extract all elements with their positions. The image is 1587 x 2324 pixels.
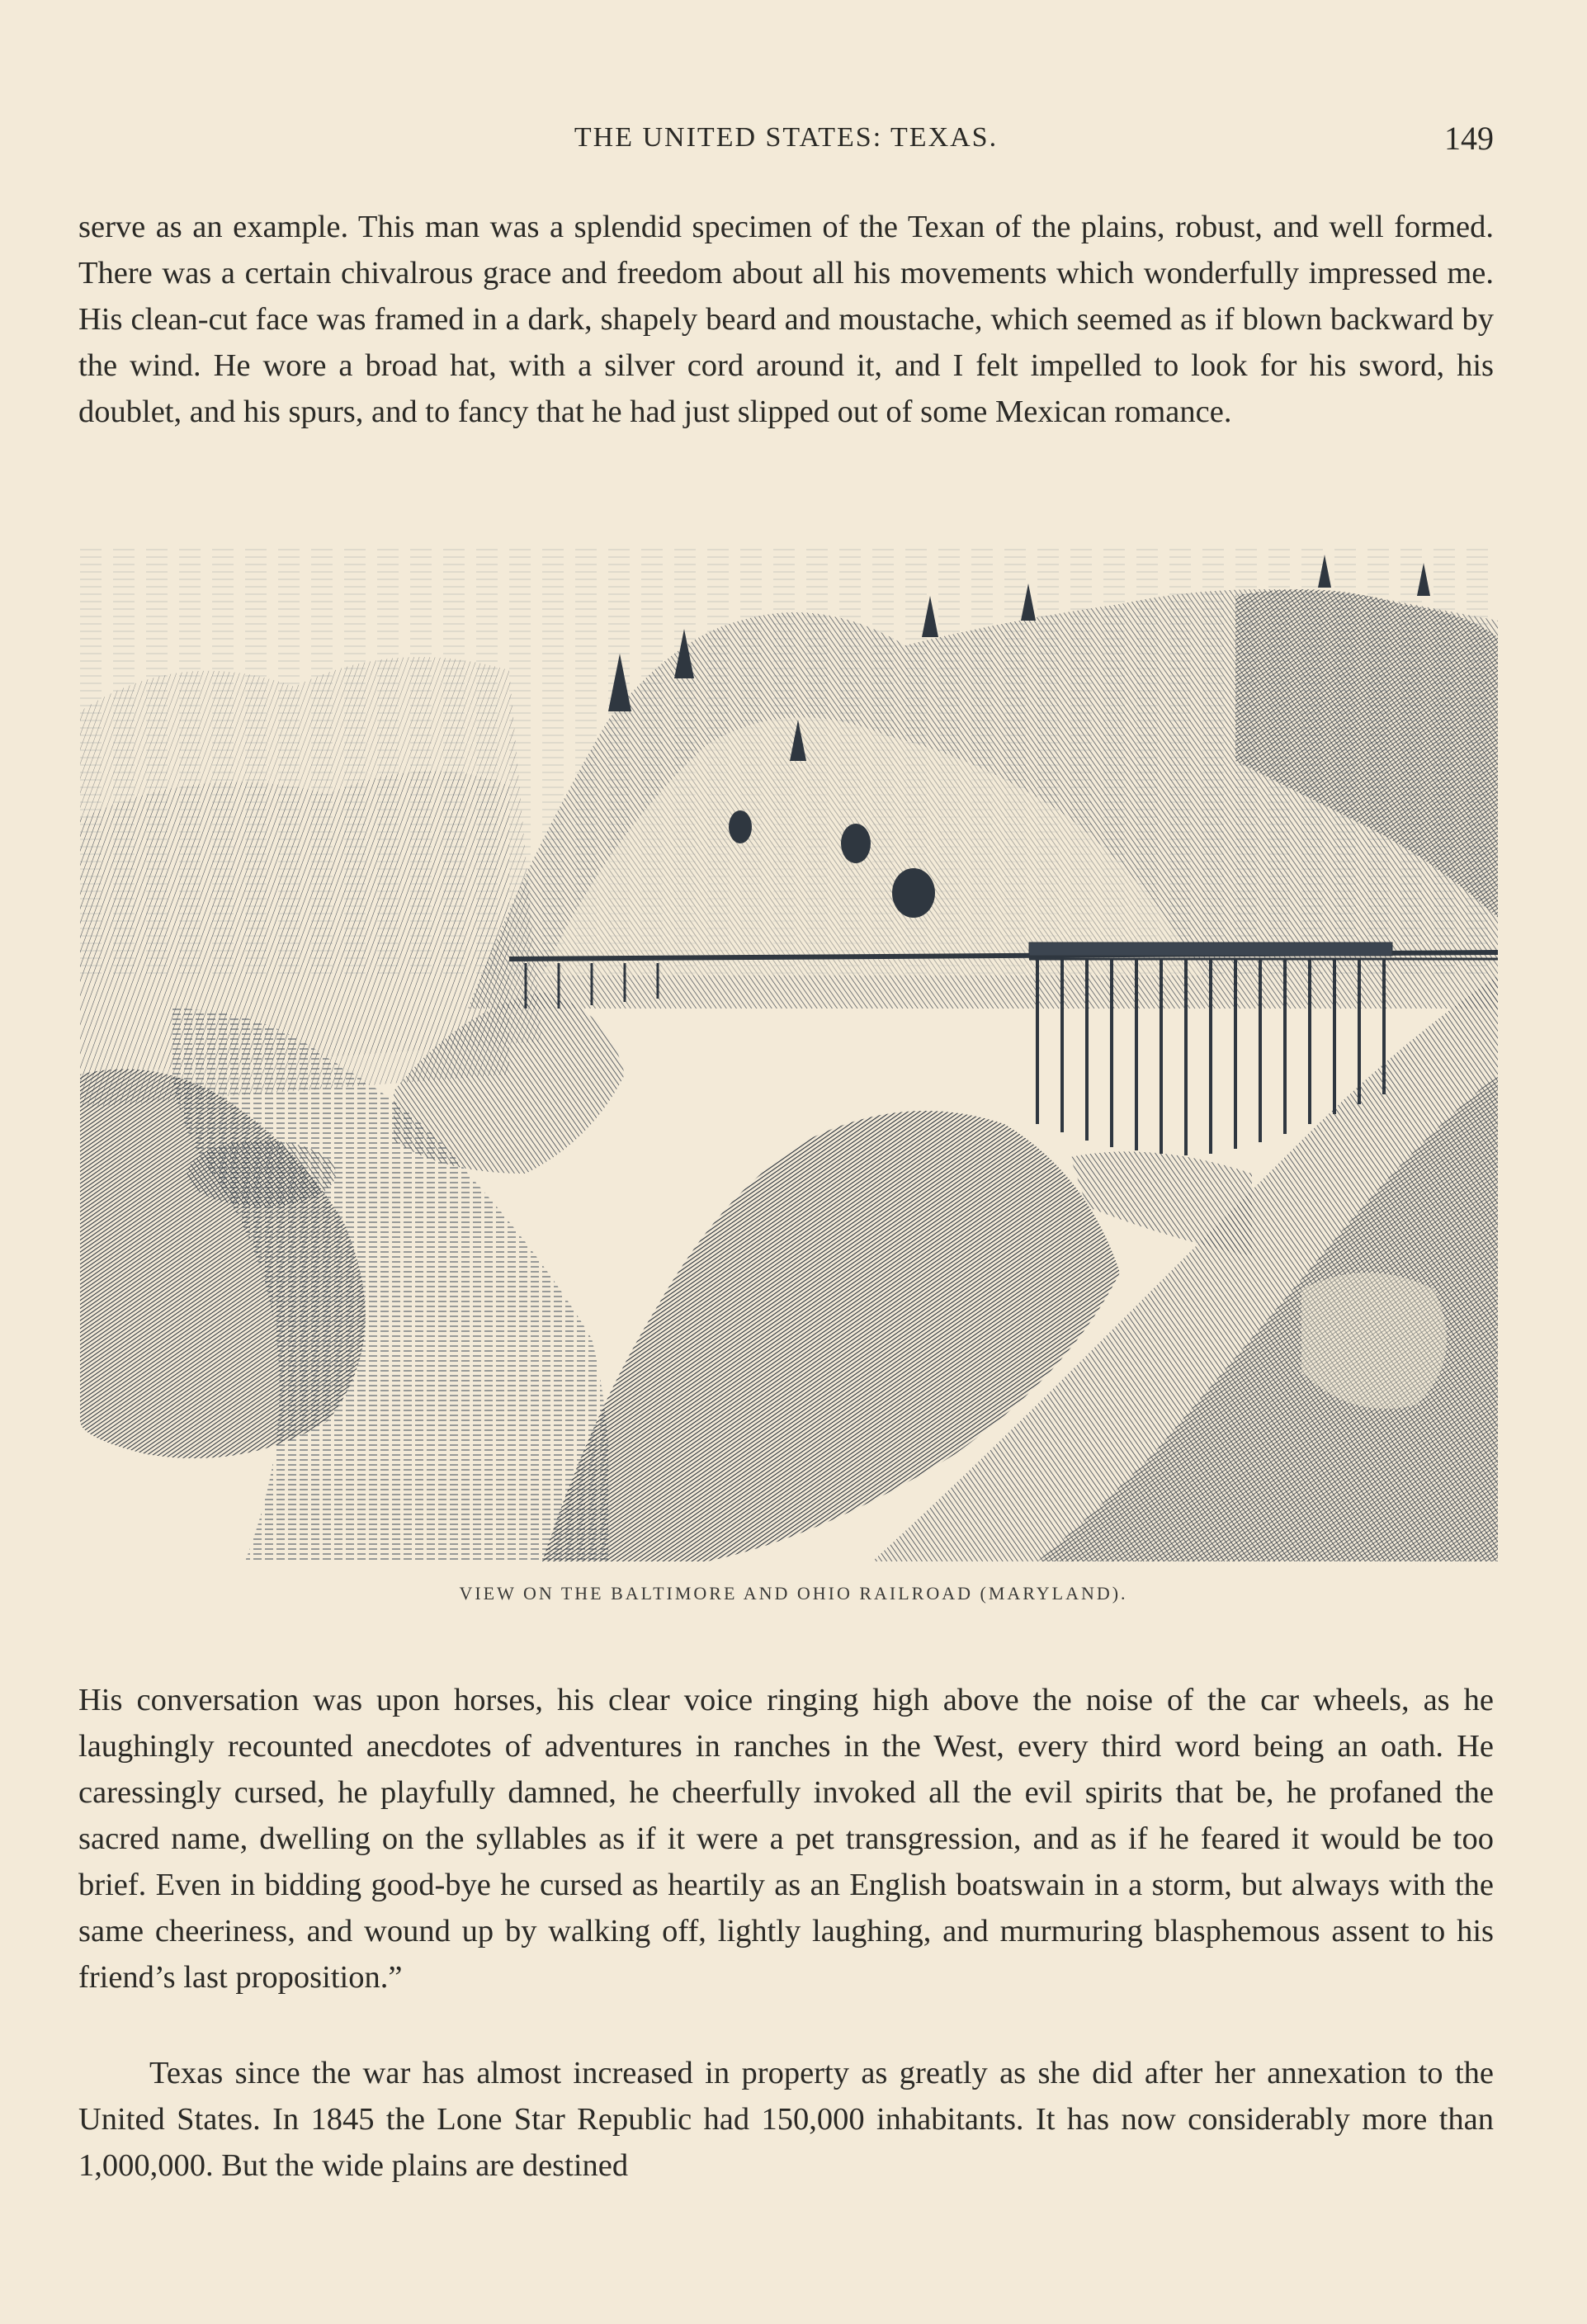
paragraph-1: serve as an example. This man was a splendid specimen of the Texan of the plains, robust, and well formed. There was a certain chivalrous grace and freedom about all his movements which wonderfully impressed me. His clean-cut face was framed in a dark, shapely beard and moustache, which seemed as if blown backward by the wind. He wore a broad hat, with a silver cord around it, and I felt impelled to look for his sword, his doublet, and his spurs, and to fancy that he had just slipped out of some Mexican romance. <box>78 210 1494 429</box>
page-header <box>78 122 1494 163</box>
illustration-caption: VIEW ON THE BALTIMORE AND OHIO RAILROAD (MARYLAND). <box>459 1583 1128 1604</box>
engraving-illustration <box>80 546 1498 1561</box>
paragraph-3: Texas since the war has almost increased in property as greatly as she did after her annexation to the United States. In 1845 the Lone Star Republic had 150,000 inhabitants. It has now considerably more than 1,000,000. But the wide plains are destined <box>78 2056 1494 2183</box>
running-head: THE UNITED STATES: TEXAS. <box>574 122 999 153</box>
page-number: 149 <box>1444 120 1494 157</box>
paragraph-2: His conversation was upon horses, his clear voice ringing high above the noise of the car wheels, as he laughingly recounted anecdotes of adventures in ranches in the West, every third word being an oath. He caressingly cursed, he playfully damned, he cheerfully invoked all the evil spirits that be, he profaned the sacred name, dwelling on the syllables as if it were a pet transgression, and as if he feared it would be too brief. Even in bidding good-bye he cursed as heartily as an English boatswain in a storm, but always with the same cheeriness, and wound up by walking off, lightly laughing, and murmuring blasphemous assent to his friend’s last proposition.” <box>78 1683 1494 1995</box>
